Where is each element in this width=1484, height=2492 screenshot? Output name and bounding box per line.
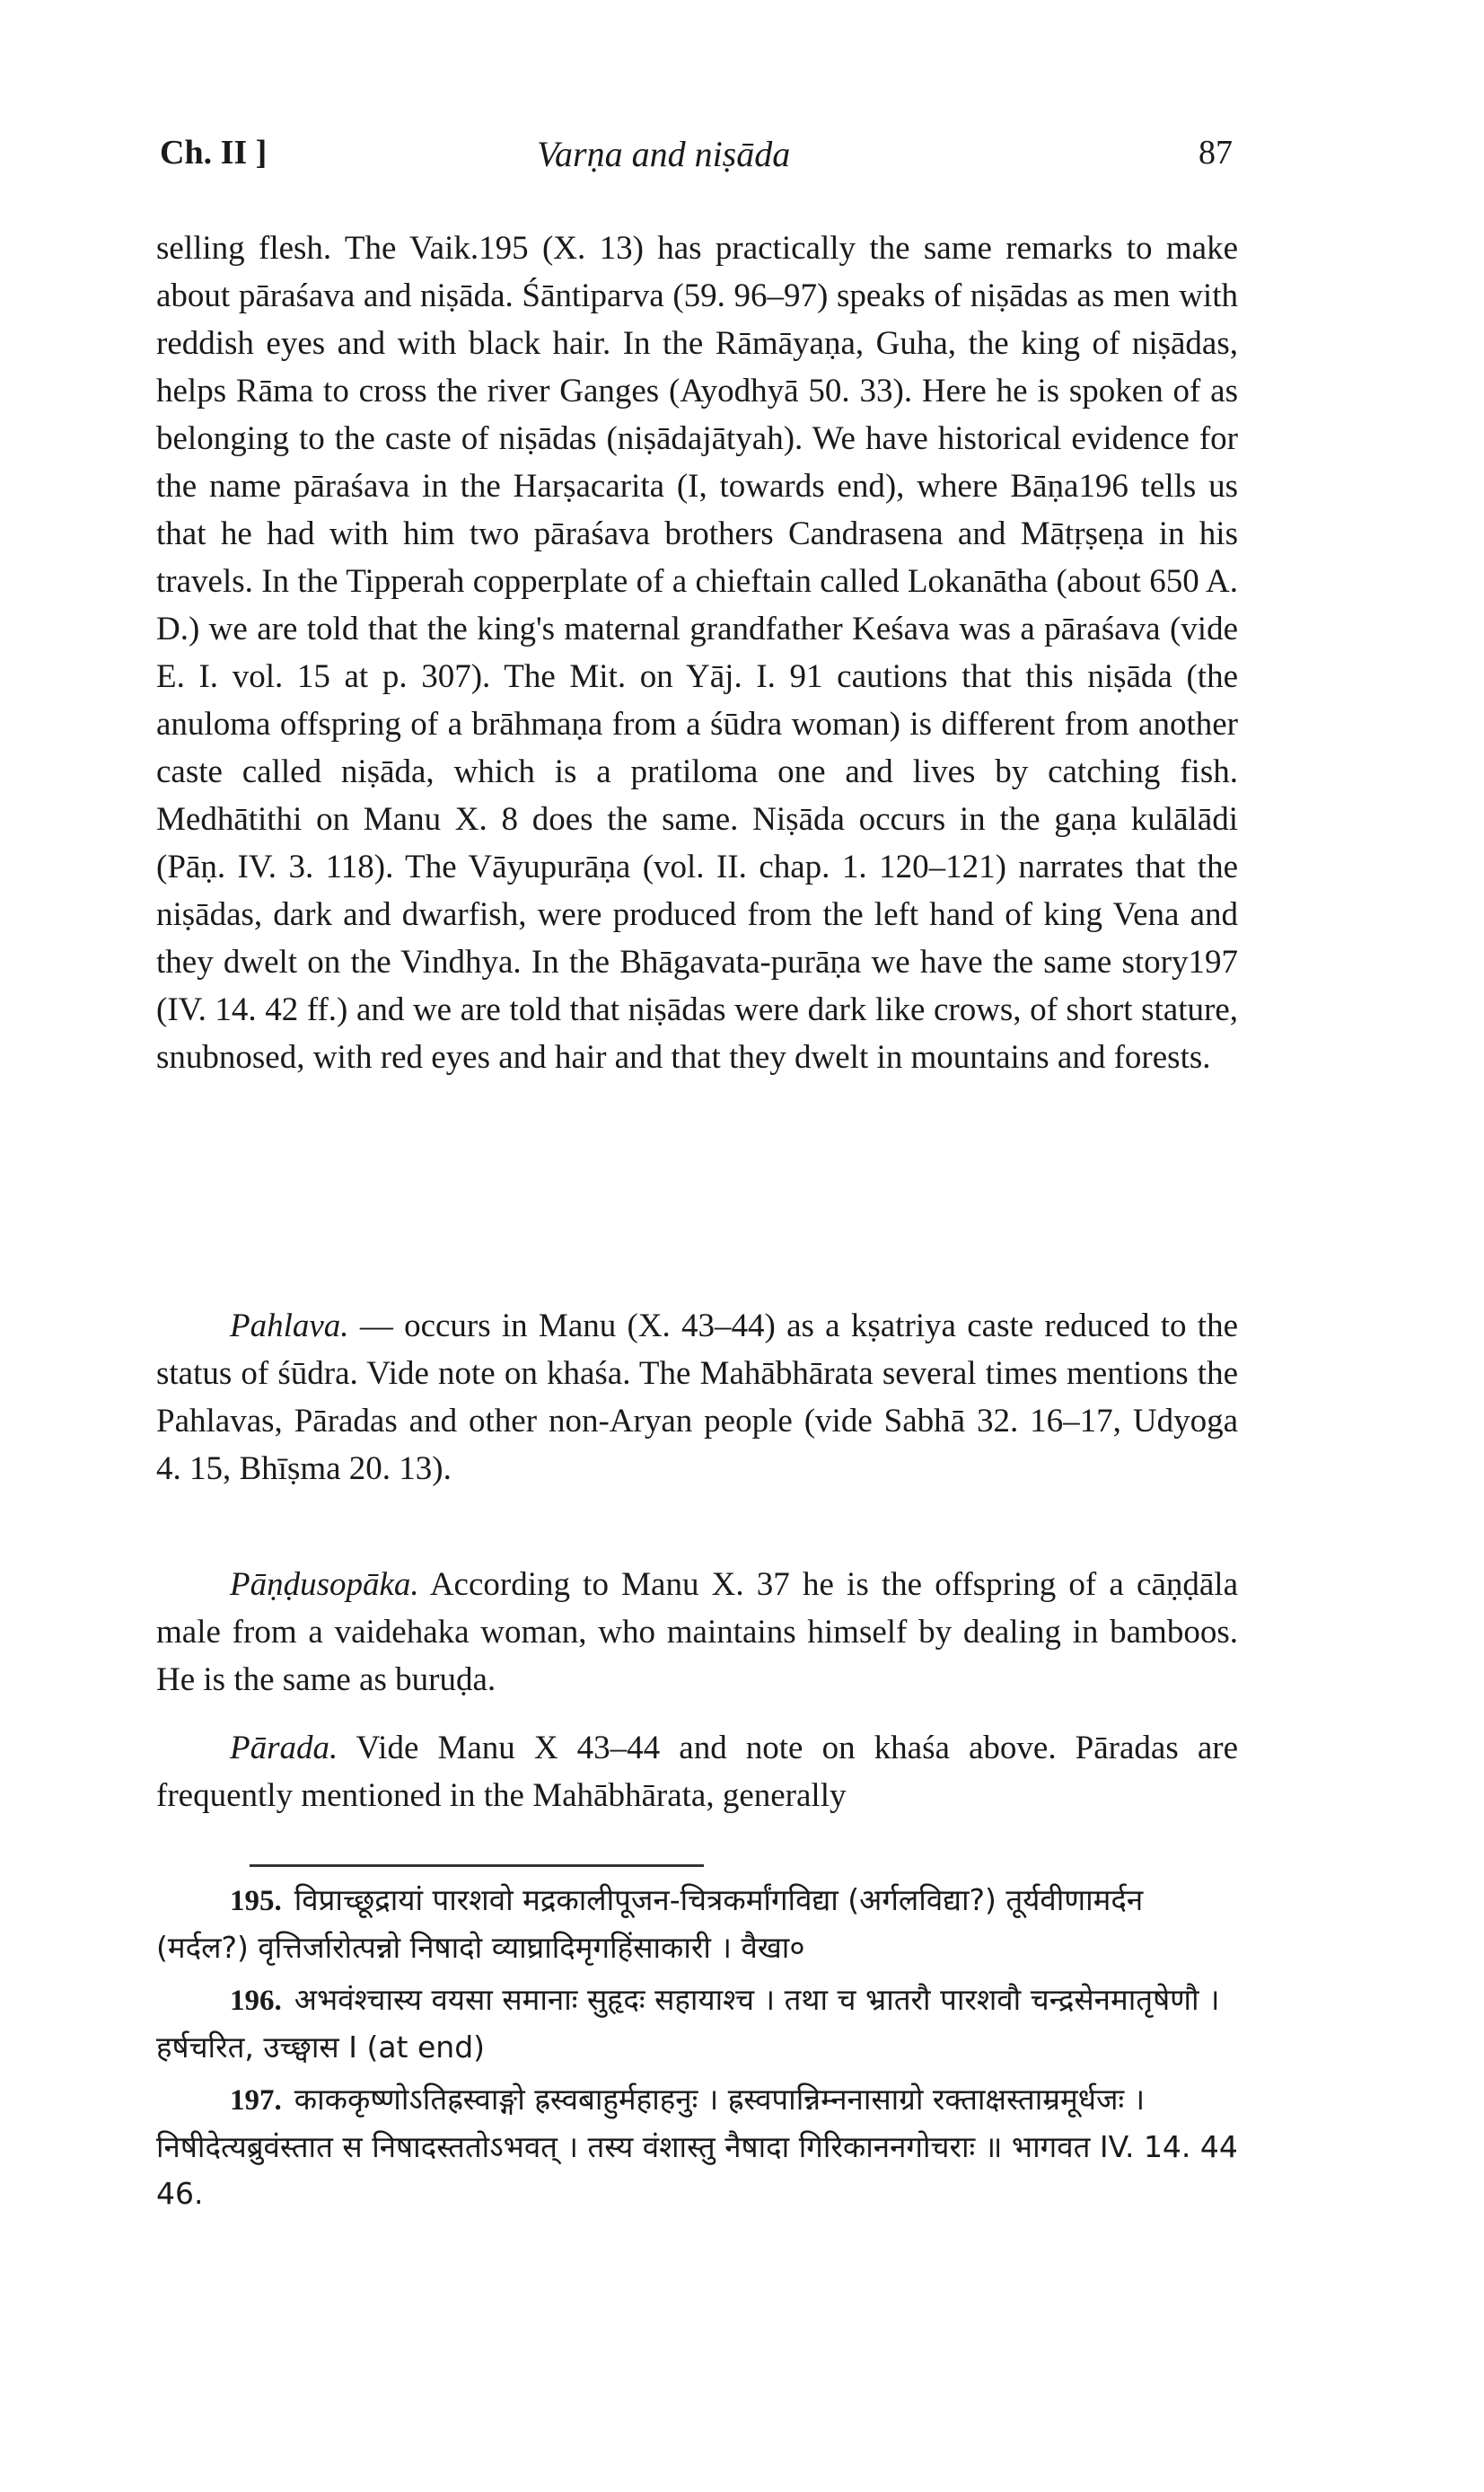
footnote-number: 196.	[230, 1985, 282, 2017]
parada-text: Vide Manu X 43–44 and note on khaśa above. Pāradas are frequently mentioned in the Mahābhārata, generally	[156, 1730, 1238, 1814]
footnote-text: विप्राच्छूद्रायां पारशवो मद्रकालीपूजन-चित्रकर्मांगविद्या (अर्गलविद्या?) तूर्यवीणामर्दन (मर्दल?) वृत्तिर्जारोत्पन्नो निषादो व्याघ्रादिमृगहिंसाकारी । वैखा०	[156, 1882, 1144, 1965]
footnote-text: काककृष्णोऽतिह्रस्वाङ्गो ह्रस्वबाहुर्महाहनुः । ह्रस्वपान्निम्ननासाग्रो रक्ताक्षस्ताम्रमूर्धजः । निषीदेत्यब्रुवंस्तात स निषादस्ततोऽभवत् । तस्य वंशास्तु नैषादा गिरिकाननगोचराः ॥ भागवत IV. 14. 44 46.	[156, 2082, 1238, 2211]
footnote-number: 195.	[230, 1885, 282, 1917]
paragraph-pahlava	[156, 1302, 1238, 1493]
term-pahlava: Pahlava.	[230, 1308, 349, 1344]
footnotes	[156, 1877, 1238, 2223]
paragraph-nisada: selling flesh. The Vaik.195 (X. 13) has practically the same remarks to make about pāraśava and niṣāda. Śāntiparva (59. 96–97) speaks of niṣādas as men with reddish eyes and with black hair. In the Rāmāyaṇa, Guha, the king of niṣādas, helps Rāma to cross the river Ganges (Ayodhyā 50. 33). Here he is spoken of as belonging to the caste of niṣādas (niṣādajātyah). We have historical evidence for the name pāraśava in the Harṣacarita (I, towards end), where Bāṇa196 tells us that he had with him two pāraśava brothers Candrasena and Mātṛṣeṇa in his travels. In the Tipperah copperplate of a chieftain called Lokanātha (about 650 A. D.) we are told that the king's maternal grandfather Keśava was a pāraśava (vide E. I. vol. 15 at p. 307). The Mit. on Yāj. I. 91 cautions that this niṣāda (the anuloma offspring of a brāhmaṇa from a śūdra woman) is different from another caste called niṣāda, which is a pratiloma one and lives by catching fish. Medhātithi on Manu X. 8 does the same. Niṣāda occurs in the gaṇa kulālādi (Pāṇ. IV. 3. 118). The Vāyupurāṇa (vol. II. chap. 1. 120–121) narrates that the niṣādas, dark and dwarfish, were produced from the left hand of king Vena and they dwelt on the Vindhya. In the Bhāgavata-purāṇa we have the same story197 (IV. 14. 42 ff.) and we are told that niṣādas were dark like crows, of short stature, snubnosed, with red eyes and hair and that they dwelt in mountains and forests.	[156, 230, 1238, 1076]
page-number: 87	[1199, 134, 1233, 172]
footnote-195	[156, 1877, 1238, 1971]
paragraph-parada	[156, 1724, 1238, 1819]
footnote-197	[156, 2076, 1238, 2217]
chapter-label: Ch. II ]	[160, 134, 268, 172]
footnote-text: अभवंश्चास्य वयसा समानाः सुहृदः सहायाश्च । तथा च भ्रातरौ पारशवौ चन्द्रसेनमातृषेणौ । हर्षचरित, उच्छ्वास I (at end)	[156, 1982, 1220, 2065]
pahlava-text: — occurs in Manu (X. 43–44) as a kṣatriya caste reduced to the status of śūdra. Vide note on khaśa. The Mahābhārata several times mentions the Pahlavas, Pāradas and other non-Aryan people (vide Sabhā 32. 16–17, Udyoga 4. 15, Bhīṣma 20. 13).	[156, 1308, 1239, 1487]
paragraph-pandusopaka	[156, 1561, 1238, 1704]
term-parada: Pārada.	[230, 1730, 338, 1766]
pandusopaka-text: According to Manu X. 37 he is the offspring of a cāṇḍāla male from a vaidehaka woman, who maintains himself by dealing in bamboos. He is the same as buruḍa.	[156, 1566, 1238, 1698]
term-pandusopaka: Pāṇḍusopāka.	[230, 1566, 419, 1603]
footnote-number: 197.	[230, 2084, 282, 2117]
running-title: Varṇa and niṣāda	[537, 134, 791, 174]
running-header	[160, 133, 1233, 187]
footnote-196	[156, 1977, 1238, 2071]
footnote-divider	[250, 1864, 704, 1867]
